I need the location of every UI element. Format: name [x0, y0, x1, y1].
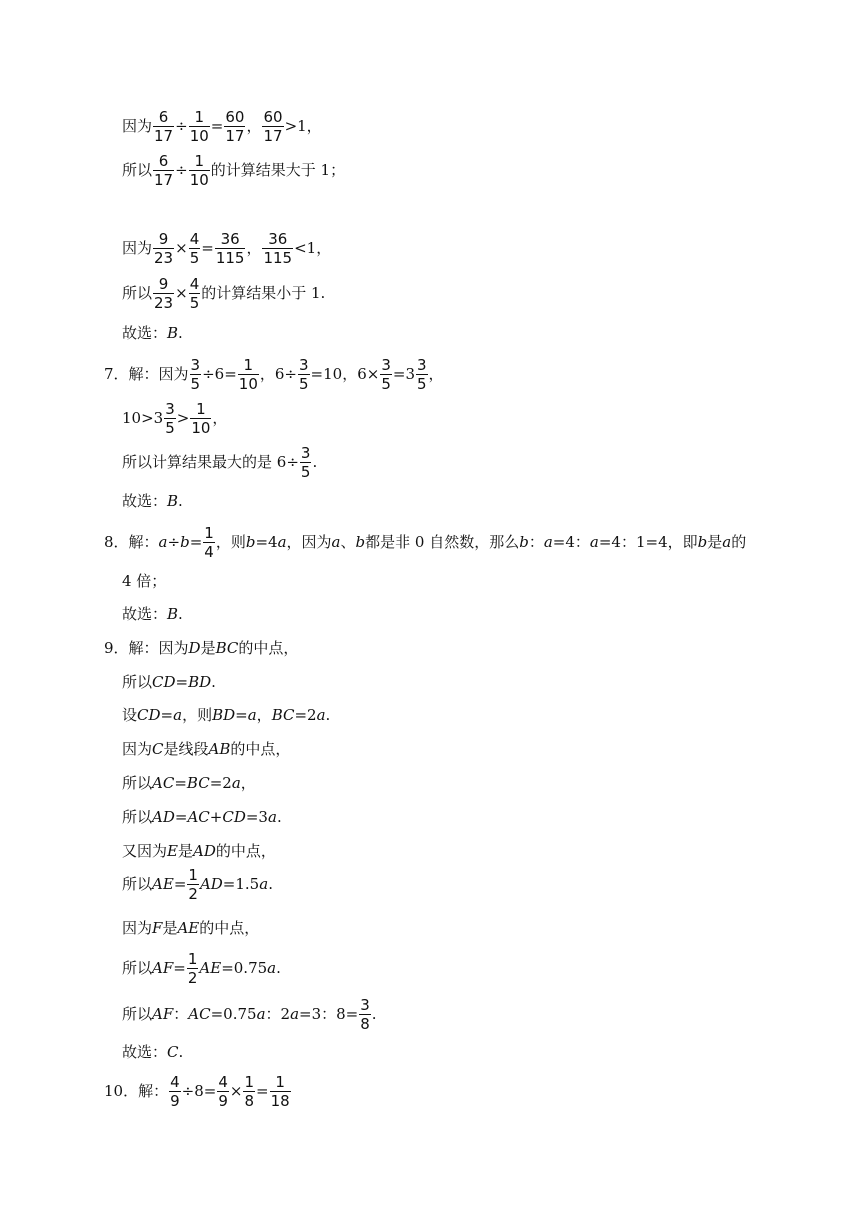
solution-line: [104, 1073, 292, 1110]
text: =: [235, 706, 248, 724]
solution-line: [122, 1045, 183, 1060]
text: 所以: [122, 959, 153, 978]
denominator: 10: [238, 375, 258, 394]
solution-line: [122, 742, 290, 757]
text: ：: [173, 1005, 189, 1024]
variable: a: [173, 706, 183, 724]
text: 因为: [122, 919, 153, 937]
fraction: [169, 1073, 181, 1110]
text: ，: [256, 706, 272, 724]
text: ×: [229, 1082, 243, 1101]
fraction: [153, 108, 174, 145]
text: =: [174, 808, 188, 826]
denominator: 23: [154, 294, 174, 313]
denominator: 115: [215, 249, 245, 268]
text: =2: [294, 706, 317, 724]
denominator: 5: [165, 419, 175, 438]
text: 是: [162, 919, 178, 937]
denominator: 17: [154, 171, 174, 190]
solution-line: [122, 607, 183, 622]
variable: a: [277, 533, 287, 552]
fraction: [224, 108, 245, 145]
text: 故选：: [122, 324, 168, 342]
text: .: [178, 324, 183, 342]
fraction: [262, 230, 293, 267]
numerator: 9: [158, 275, 169, 293]
numerator: 36: [220, 230, 240, 248]
solution-line: [122, 326, 183, 341]
denominator: 10: [191, 419, 211, 438]
denominator: 17: [154, 127, 174, 146]
denominator: 8: [244, 1092, 254, 1111]
text: 的: [731, 533, 747, 552]
text: .: [312, 453, 318, 472]
variable: BD: [188, 673, 212, 691]
variable: AC: [152, 774, 175, 792]
text: ，: [246, 117, 262, 136]
text: 设: [122, 706, 138, 724]
numerator: 3: [165, 400, 175, 418]
solution-line: [122, 275, 325, 312]
text: =4：: [552, 533, 590, 552]
numerator: 3: [299, 356, 309, 374]
fraction: [189, 230, 201, 267]
denominator: 10: [189, 127, 209, 146]
text: =3：8=: [299, 1005, 359, 1024]
numerator: 60: [263, 108, 283, 126]
denominator: 5: [190, 375, 201, 394]
text: 又因为: [122, 842, 168, 860]
variable: B: [167, 324, 179, 342]
variable: b: [245, 533, 256, 552]
fraction: [187, 950, 199, 987]
variable: AC: [187, 808, 210, 826]
variable: a: [589, 533, 599, 552]
text: 是线段: [163, 740, 209, 758]
fraction: [300, 444, 312, 481]
numerator: 1: [196, 400, 206, 418]
variable: a: [267, 959, 277, 978]
variable: AF: [152, 1005, 174, 1024]
text: =: [189, 533, 203, 552]
variable: CD: [152, 673, 176, 691]
numerator: 1: [194, 152, 204, 170]
solution-line: [104, 524, 746, 561]
text: ，则: [215, 533, 246, 552]
text: =: [160, 706, 174, 724]
fraction: [189, 275, 201, 312]
variable: a: [722, 533, 732, 552]
denominator: 4: [204, 543, 214, 562]
solution-line: [104, 641, 298, 656]
variable: AE: [152, 875, 174, 894]
variable: D: [188, 639, 201, 657]
fraction: [238, 356, 259, 393]
denominator: 2: [187, 969, 198, 988]
numerator: 6: [158, 108, 169, 126]
text: =: [256, 1082, 269, 1101]
variable: BC: [215, 639, 239, 657]
text: 4 倍；: [122, 572, 167, 590]
text: =: [201, 239, 214, 258]
solution-line: [122, 108, 322, 145]
numerator: 1: [188, 866, 198, 884]
text: .: [325, 706, 331, 724]
text: ÷: [167, 533, 181, 552]
solution-line: [122, 230, 331, 267]
text: 是: [200, 639, 216, 657]
text: =2: [209, 774, 232, 792]
fraction: [190, 400, 211, 437]
fraction: [189, 152, 210, 189]
numerator: 1: [243, 356, 254, 374]
numerator: 1: [194, 108, 204, 126]
solution-line: [122, 675, 216, 690]
variable: b: [519, 533, 529, 552]
text: =1.5: [222, 875, 260, 894]
text: >: [176, 409, 190, 428]
text: 的计算结果大于 1；: [210, 161, 346, 180]
fraction: [189, 108, 210, 145]
text: ÷: [175, 117, 188, 136]
variable: AD: [152, 808, 175, 826]
solution-line: [122, 921, 259, 936]
text: 9．解：因为: [104, 639, 189, 657]
variable: a: [231, 774, 241, 792]
variable: b: [180, 533, 190, 552]
fraction: [270, 1073, 291, 1110]
solution-line: [122, 776, 256, 791]
solution-line: [122, 444, 317, 481]
text: 是: [177, 842, 193, 860]
text: 故选：: [122, 605, 168, 623]
denominator: 23: [154, 249, 174, 268]
text: 10>3: [122, 409, 164, 428]
solution-line: [122, 950, 281, 987]
text: ，6÷: [259, 365, 297, 384]
variable: C: [152, 740, 164, 758]
text: =0.75: [221, 959, 268, 978]
denominator: 5: [189, 249, 200, 268]
variable: a: [256, 1005, 266, 1024]
text: 的中点，: [238, 639, 299, 657]
variable: a: [316, 706, 326, 724]
text: ：2: [265, 1005, 291, 1024]
text: ×: [175, 239, 188, 258]
variable: b: [355, 533, 366, 552]
text: 故选：: [122, 1043, 168, 1061]
numerator: 1: [244, 1073, 254, 1091]
text: ÷8=: [181, 1082, 217, 1101]
fraction: [187, 866, 199, 903]
denominator: 9: [218, 1092, 228, 1111]
variable: AE: [177, 919, 200, 937]
numerator: 1: [204, 524, 214, 542]
text: 所以: [122, 1005, 153, 1024]
variable: a: [158, 533, 168, 552]
text: ，因为: [286, 533, 332, 552]
denominator: 9: [170, 1092, 180, 1111]
text: 因为: [122, 117, 153, 136]
text: 10．解：: [104, 1082, 169, 1101]
text: >1，: [284, 117, 322, 136]
fraction: [217, 1073, 229, 1110]
fraction: [359, 996, 371, 1033]
variable: a: [543, 533, 553, 552]
text: 所以: [122, 774, 153, 792]
denominator: 5: [417, 375, 427, 394]
fraction: [262, 108, 283, 145]
solution-line: [122, 810, 282, 825]
text: <1，: [294, 239, 332, 258]
text: ×: [175, 284, 188, 303]
variable: AF: [152, 959, 174, 978]
text: 因为: [122, 740, 153, 758]
variable: AD: [192, 842, 216, 860]
text: ，则: [182, 706, 213, 724]
variable: a: [247, 706, 257, 724]
variable: AD: [199, 875, 223, 894]
numerator: 36: [268, 230, 288, 248]
numerator: 3: [417, 356, 427, 374]
numerator: 9: [158, 230, 169, 248]
fraction: [153, 275, 174, 312]
fraction: [215, 230, 246, 267]
variable: BC: [186, 774, 210, 792]
text: 8．解：: [104, 533, 159, 552]
variable: BD: [212, 706, 236, 724]
text: 所以: [122, 161, 153, 180]
variable: F: [152, 919, 163, 937]
text: 所以: [122, 808, 153, 826]
numerator: 3: [360, 996, 370, 1014]
text: ÷: [175, 161, 188, 180]
fraction: [380, 356, 392, 393]
text: 因为: [122, 239, 153, 258]
solution-line: [104, 356, 444, 393]
text: .: [178, 605, 183, 623]
denominator: 8: [360, 1015, 370, 1034]
variable: a: [290, 1005, 300, 1024]
variable: AE: [199, 959, 222, 978]
text: 的中点，: [215, 842, 276, 860]
text: =10，6×: [310, 365, 380, 384]
variable: AB: [208, 740, 231, 758]
numerator: 6: [158, 152, 169, 170]
variable: B: [167, 492, 179, 510]
solution-line: [122, 152, 345, 189]
numerator: 4: [189, 275, 200, 293]
fraction: [298, 356, 310, 393]
text: ，: [246, 239, 262, 258]
text: 都是非 0 自然数，那么: [365, 533, 520, 552]
text: 故选：: [122, 492, 168, 510]
text: =4：1=4，即: [598, 533, 698, 552]
variable: CD: [137, 706, 161, 724]
denominator: 10: [189, 171, 209, 190]
text: 、: [340, 533, 356, 552]
variable: a: [331, 533, 341, 552]
text: =: [174, 774, 187, 792]
solution-line: [122, 400, 227, 437]
text: .: [268, 875, 273, 894]
text: .: [371, 1005, 377, 1024]
denominator: 5: [189, 294, 200, 313]
denominator: 5: [299, 375, 309, 394]
solution-line: [122, 494, 183, 509]
text: 的计算结果小于 1.: [201, 284, 326, 303]
denominator: 5: [381, 375, 391, 394]
fraction: [203, 524, 215, 561]
numerator: 3: [190, 356, 201, 374]
fraction: [190, 356, 202, 393]
text: ：: [528, 533, 544, 552]
text: ，: [240, 774, 256, 792]
text: =4: [255, 533, 278, 552]
variable: B: [167, 605, 179, 623]
denominator: 5: [300, 463, 311, 482]
text: 所以: [122, 673, 153, 691]
text: +: [209, 808, 223, 826]
text: 所以: [122, 875, 153, 894]
fraction: [243, 1073, 255, 1110]
text: .: [178, 492, 183, 510]
text: 是: [707, 533, 723, 552]
text: .: [211, 673, 216, 691]
variable: BC: [271, 706, 295, 724]
numerator: 60: [225, 108, 245, 126]
variable: E: [167, 842, 178, 860]
denominator: 115: [263, 249, 293, 268]
text: 所以: [122, 284, 153, 303]
text: =: [175, 673, 189, 691]
text: 的中点，: [230, 740, 291, 758]
solution-line: [122, 574, 166, 589]
text: ，: [212, 409, 228, 428]
numerator: 4: [170, 1073, 180, 1091]
numerator: 1: [187, 950, 198, 968]
denominator: 17: [263, 127, 283, 146]
numerator: 4: [218, 1073, 228, 1091]
text: 的中点，: [199, 919, 260, 937]
text: =: [173, 875, 187, 894]
text: ，: [428, 365, 444, 384]
text: ÷6=: [202, 365, 237, 384]
fraction: [153, 230, 174, 267]
text: .: [178, 1043, 184, 1061]
solution-line: [122, 996, 377, 1033]
text: =0.75: [210, 1005, 257, 1024]
fraction: [164, 400, 176, 437]
variable: AC: [188, 1005, 211, 1024]
solution-line: [122, 844, 276, 859]
text: =3: [245, 808, 268, 826]
variable: a: [259, 875, 269, 894]
numerator: 4: [189, 230, 200, 248]
denominator: 17: [225, 127, 245, 146]
text: =: [173, 959, 186, 978]
numerator: 1: [275, 1073, 285, 1091]
text: =: [210, 117, 224, 136]
solution-line: [122, 708, 330, 723]
variable: b: [697, 533, 708, 552]
variable: C: [167, 1043, 179, 1061]
fraction: [153, 152, 174, 189]
text: .: [276, 959, 281, 978]
numerator: 3: [381, 356, 391, 374]
solution-line: [122, 866, 273, 903]
text: 7．解：因为: [104, 365, 189, 384]
text: .: [276, 808, 282, 826]
numerator: 3: [300, 444, 311, 462]
denominator: 2: [188, 885, 198, 904]
variable: CD: [222, 808, 246, 826]
text: =3: [392, 365, 415, 384]
text: 所以计算结果最大的是 6÷: [122, 453, 299, 472]
fraction: [416, 356, 428, 393]
variable: a: [267, 808, 277, 826]
denominator: 18: [270, 1092, 290, 1111]
